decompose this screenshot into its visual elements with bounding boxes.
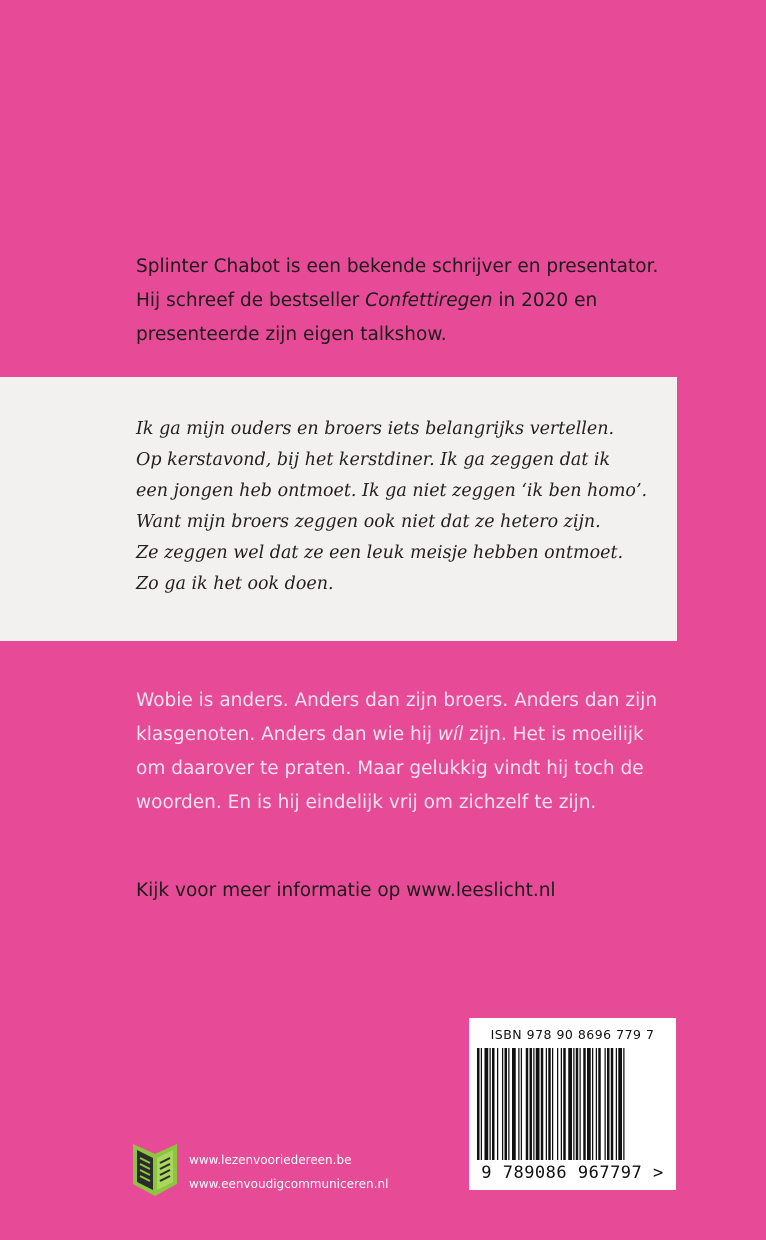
excerpt-line: een jongen heb ontmoet. Ik ga niet zeggen ‘ik ben homo’. bbox=[136, 481, 648, 501]
isbn-label: ISBN 978 90 8696 779 7 bbox=[490, 1027, 655, 1042]
bio-line-2 bbox=[136, 284, 696, 318]
book-blurb bbox=[136, 684, 676, 820]
quote-panel bbox=[0, 377, 677, 641]
more-info-text: Kijk voor meer informatie op www.leeslicht.nl bbox=[136, 880, 556, 901]
bio-line-2-end: in 2020 en bbox=[492, 290, 598, 311]
open-book-logo-icon bbox=[131, 1140, 179, 1198]
blurb-line-2-start: klasgenoten. Anders dan wie hij bbox=[136, 724, 438, 745]
bio-line-1: Splinter Chabot is een bekende schrijver en presentator. bbox=[136, 256, 659, 277]
blurb-line-4: woorden. En is hij eindelijk vrij om zichzelf te zijn. bbox=[136, 792, 597, 813]
bio-line-2-start: Hij schreef de bestseller bbox=[136, 290, 366, 311]
excerpt-line: Want mijn broers zeggen ook niet dat ze hetero zijn. bbox=[136, 512, 601, 532]
book-excerpt bbox=[136, 414, 666, 600]
excerpt-line: Op kerstavond, bij het kerstdiner. Ik ga zeggen dat ik bbox=[136, 450, 611, 470]
blurb-line-1: Wobie is anders. Anders dan zijn broers. Anders dan zijn bbox=[136, 690, 658, 711]
website-eenvoudigcommuniceren[interactable]: www.eenvoudigcommuniceren.nl bbox=[189, 1177, 389, 1191]
excerpt-line: Zo ga ik het ook doen. bbox=[136, 574, 334, 594]
isbn-digits: 9 789086 967797 > bbox=[481, 1163, 664, 1183]
book-title-confettiregen: Confettiregen bbox=[365, 290, 493, 311]
blurb-emphasis: wíl bbox=[437, 724, 464, 745]
website-lezenvooriedereen[interactable]: www.lezenvooriedereen.be bbox=[189, 1153, 352, 1167]
barcode-icon bbox=[477, 1048, 668, 1160]
blurb-line-3: om daarover te praten. Maar gelukkig vindt hij toch de bbox=[136, 758, 644, 779]
blurb-line-2-end: zijn. Het is moeilijk bbox=[463, 724, 644, 745]
publisher-websites bbox=[189, 1148, 388, 1196]
barcode-panel bbox=[469, 1018, 676, 1190]
excerpt-line: Ze zeggen wel dat ze een leuk meisje hebben ontmoet. bbox=[136, 543, 624, 563]
bio-line-3: presenteerde zijn eigen talkshow. bbox=[136, 324, 447, 345]
blurb-line-2 bbox=[136, 718, 676, 752]
excerpt-line: Ik ga mijn ouders en broers iets belangrijks vertellen. bbox=[136, 419, 615, 439]
author-bio bbox=[136, 250, 696, 352]
